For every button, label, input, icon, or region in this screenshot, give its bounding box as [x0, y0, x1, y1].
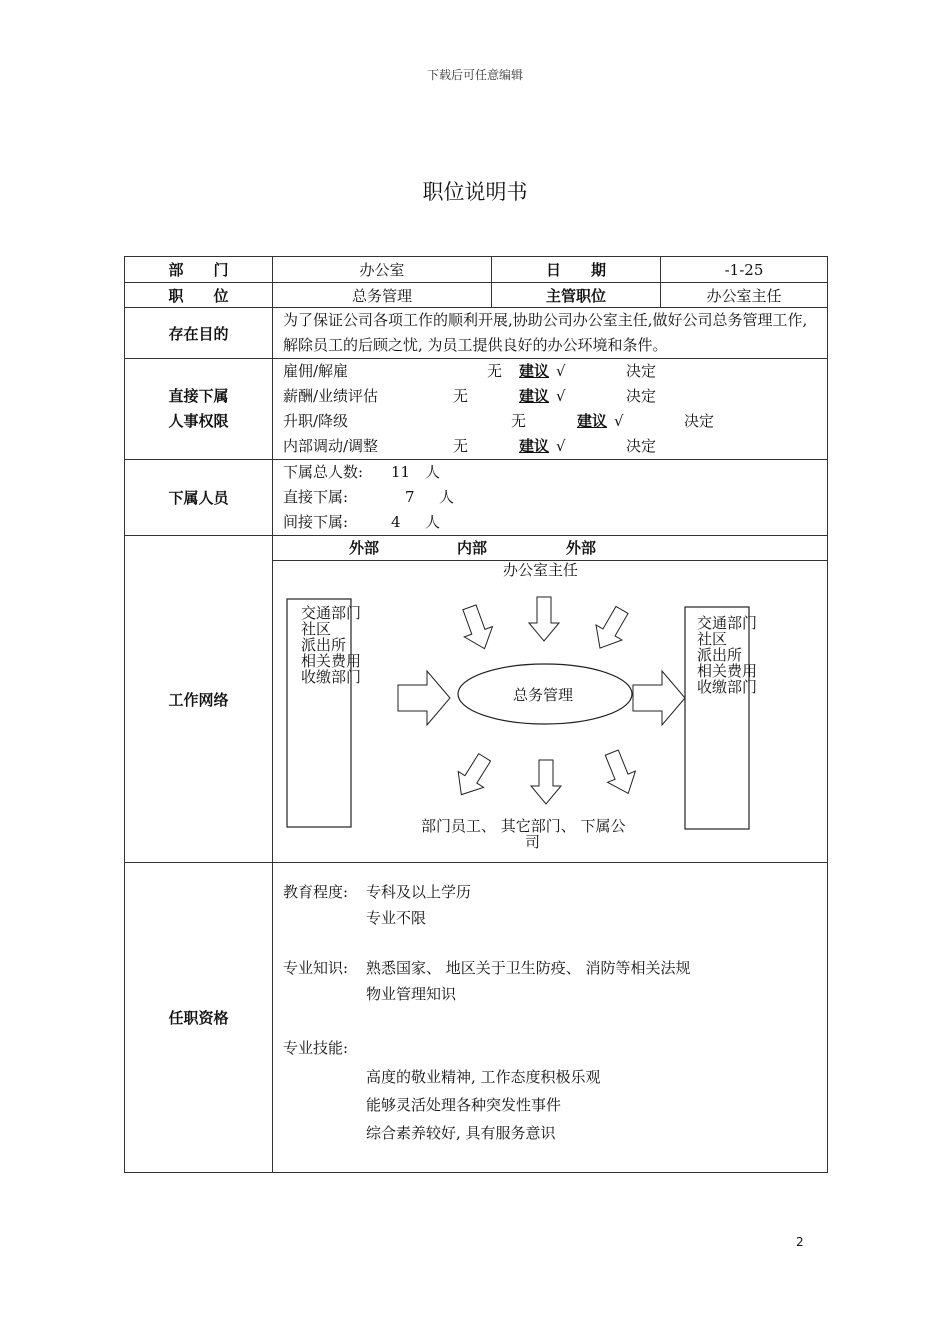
authority-none: 无 — [511, 412, 527, 430]
check-icon: √ — [556, 437, 566, 455]
bottom-node-line1: 部门员工、 其它部门、 下属公 — [421, 817, 626, 835]
knowledge-line2: 物业管理知识 — [366, 985, 457, 1003]
skill-item: 高度的敬业精神, 工作态度积极乐观 — [366, 1068, 601, 1086]
authority-none: 无 — [453, 387, 469, 405]
position-label: 职 位 — [125, 283, 273, 308]
authority-label-line2: 人事权限 — [168, 412, 229, 430]
right-box-text: 交通部门 社区 派出所 相关费用 收缴部门 — [697, 614, 758, 696]
total-value: 11 — [391, 463, 411, 481]
arrow-left-to-center — [398, 671, 450, 725]
purpose-text: 为了保证公司各项工作的顺利开展,协助公司办公室主任,做好公司总务管理工作, 解除员工的后顾之忧, 为员工提供良好的办公环境和条件。 — [273, 308, 828, 359]
authority-item: 雇佣/解雇 — [283, 362, 349, 380]
row-qualification — [125, 863, 828, 1173]
arrow-top-right — [587, 602, 635, 655]
network-header-external-left: 外部 — [349, 539, 380, 557]
indirect-unit: 人 — [425, 513, 441, 531]
qualification-label: 任职资格 — [125, 863, 273, 1173]
indirect-value: 4 — [391, 513, 401, 531]
arrow-top-left — [455, 602, 498, 654]
authority-suggest: 建议 — [519, 387, 550, 405]
center-node: 总务管理 — [513, 686, 574, 704]
direct-unit: 人 — [439, 488, 455, 506]
network-label: 工作网络 — [125, 536, 273, 863]
check-icon: √ — [614, 412, 624, 430]
bottom-node-line2: 司 — [525, 833, 541, 851]
row-position — [125, 283, 828, 308]
check-icon: √ — [556, 362, 566, 380]
authority-suggest: 建议 — [577, 412, 608, 430]
edu-line2: 专业不限 — [366, 909, 427, 927]
authority-row — [273, 359, 827, 384]
purpose-label: 存在目的 — [125, 308, 273, 359]
direct-label: 直接下属: — [283, 488, 349, 506]
arrow-bottom-center — [531, 760, 561, 804]
arrow-bottom-right — [598, 747, 642, 799]
subordinates-cell — [273, 460, 828, 536]
edu-label: 教育程度: — [283, 883, 349, 901]
authority-decide: 决定 — [684, 412, 715, 430]
network-header — [273, 536, 827, 561]
total-label: 下属总人数: — [283, 463, 364, 481]
network-header-internal: 内部 — [457, 539, 488, 557]
skill-item: 综合素养较好, 具有服务意识 — [366, 1124, 556, 1142]
dept-label: 部 门 — [125, 257, 273, 283]
authority-suggest: 建议 — [519, 362, 550, 380]
knowledge-line1: 熟悉国家、 地区关于卫生防疫、 消防等相关法规 — [366, 959, 691, 977]
authority-decide: 决定 — [626, 387, 657, 405]
subordinates-direct — [273, 485, 827, 510]
direct-value: 7 — [405, 488, 415, 506]
row-purpose — [125, 308, 828, 359]
supervisor-label: 主管职位 — [492, 283, 661, 308]
supervisor-value: 办公室主任 — [661, 283, 828, 308]
network-diagram — [273, 561, 827, 861]
network-cell — [273, 536, 828, 863]
subordinates-indirect — [273, 510, 827, 535]
authority-decide: 决定 — [626, 437, 657, 455]
subordinates-label: 下属人员 — [125, 460, 273, 536]
row-subordinates — [125, 460, 828, 536]
knowledge-label: 专业知识: — [283, 959, 349, 977]
total-unit: 人 — [425, 463, 441, 481]
skill-label: 专业技能: — [283, 1039, 349, 1057]
row-department — [125, 257, 828, 283]
authority-label-line1: 直接下属 — [168, 387, 229, 405]
date-label: 日 期 — [492, 257, 661, 283]
qualification-cell — [273, 863, 828, 1173]
arrow-center-to-right — [633, 671, 685, 725]
authority-none: 无 — [453, 437, 469, 455]
arrow-top-center — [529, 597, 559, 641]
subordinates-total — [273, 460, 827, 485]
authority-none: 无 — [487, 362, 503, 380]
authority-row — [273, 434, 827, 459]
row-authority — [125, 359, 828, 460]
authority-row — [273, 409, 827, 434]
indirect-label: 间接下属: — [283, 513, 349, 531]
edu-line1: 专科及以上学历 — [366, 883, 472, 901]
page-title: 职位说明书 — [422, 180, 528, 204]
authority-item: 升职/降级 — [283, 412, 349, 430]
left-box-text: 交通部门 社区 派出所 相关费用 收缴部门 — [301, 604, 362, 686]
skill-item: 能够灵活处理各种突发性事件 — [366, 1096, 562, 1114]
qualification-content — [273, 863, 827, 1171]
network-header-external-right: 外部 — [566, 539, 597, 557]
authority-item: 内部调动/调整 — [283, 437, 379, 455]
top-node: 办公室主任 — [503, 561, 579, 579]
dept-value: 办公室 — [273, 257, 492, 283]
job-description-table — [124, 256, 828, 1173]
authority-label — [125, 359, 273, 460]
header-note: 下载后可任意编辑 — [426, 68, 523, 82]
row-network — [125, 536, 828, 863]
check-icon: √ — [556, 387, 566, 405]
page-number: 2 — [796, 1235, 804, 1249]
arrow-bottom-left — [449, 749, 498, 802]
authority-row — [273, 384, 827, 409]
authority-cell — [273, 359, 828, 460]
date-value: -1-25 — [661, 257, 828, 283]
position-value: 总务管理 — [273, 283, 492, 308]
authority-item: 薪酬/业绩评估 — [283, 387, 379, 405]
authority-suggest: 建议 — [519, 437, 550, 455]
authority-decide: 决定 — [626, 362, 657, 380]
